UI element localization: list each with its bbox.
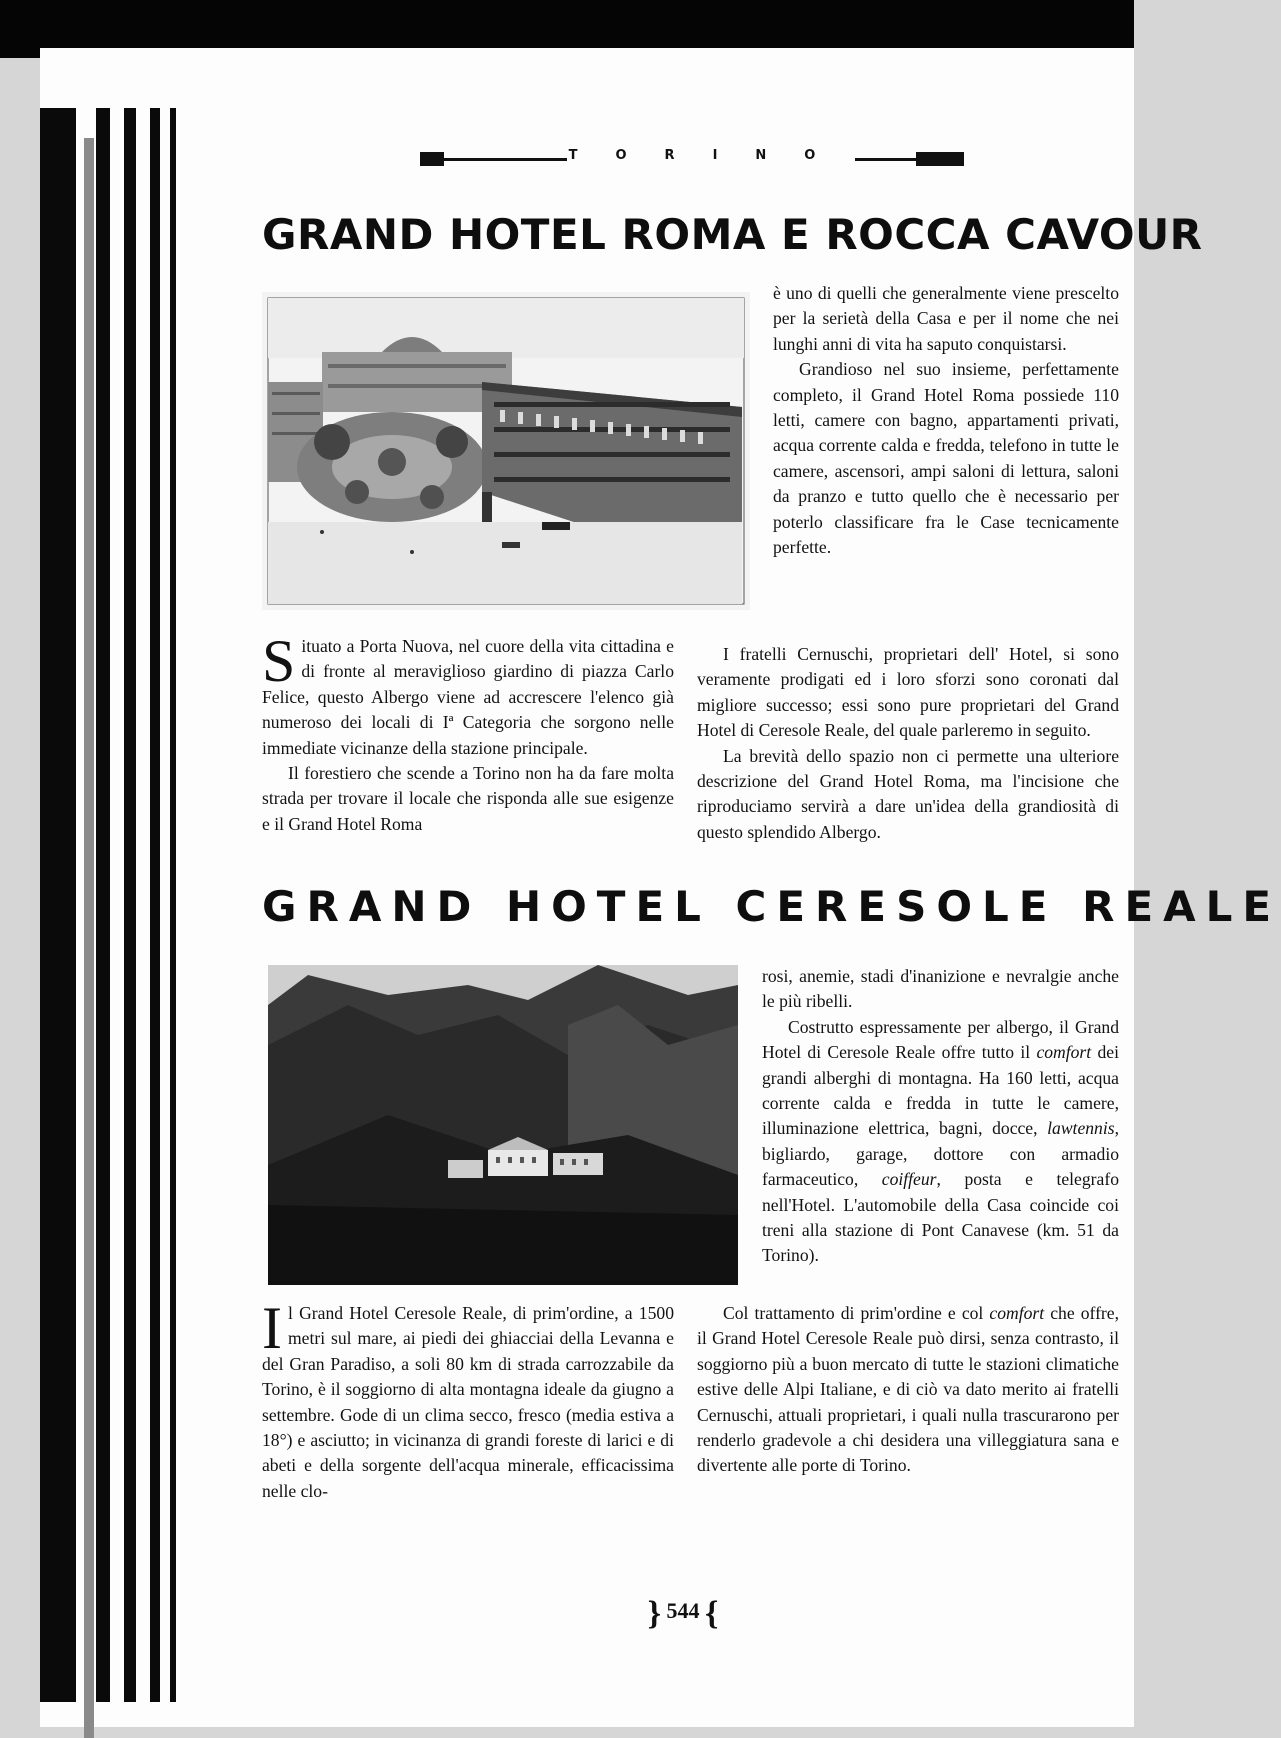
article1-paragraph: La brevità dello spazio non ci permette una ulteriore descrizione del Grand Hotel Roma, ma l'incisione che riproduciamo servirà a dare un'idea della grandiosità di questo splendido Albergo. bbox=[697, 745, 1119, 842]
drop-cap: S bbox=[262, 628, 296, 694]
italic-term: coiffeur bbox=[881, 1169, 937, 1190]
article2-paragraph: Il Grand Hotel Ceresole Reale, di prim'ordine, a 1500 metri sul mare, ai piedi dei ghiacciai della Levanna e del Gran Paradiso, a soli 80 km di strada carrozzabile da Torino, è il soggiorno di alta montagna ideale da giugno a settembre. Gode di un clima secco, fresco (media estiva a 18°) e asciutto; in vicinanza di grandi foreste di larici e di abeti e della sorgente dell'acqua minerale, efficacissima nelle clo- bbox=[262, 1295, 674, 1501]
hotel-roma-photo bbox=[262, 292, 750, 610]
article1-paragraph: I fratelli Cernuschi, proprietari dell' Hotel, si sono veramente prodigati ed i loro sforzi sono coronati dal migliore successo; essi sono pure proprietari del Grand Hotel di Ceresole Reale, del quale parleremo in seguito. bbox=[697, 644, 1119, 741]
article2-right-bottom-column bbox=[697, 1301, 1119, 1479]
article2-paragraph: rosi, anemie, stadi d'inanizione e nevralgie anche le più ribelli. bbox=[762, 966, 1119, 1012]
page-number-ornament: { bbox=[705, 1595, 719, 1632]
page-edge bbox=[150, 108, 160, 1702]
running-head-label: TORINO bbox=[568, 148, 854, 163]
article2-right-top-column bbox=[762, 964, 1119, 1269]
article1-paragraph: Grandioso nel suo insieme, perfettamente completo, il Grand Hotel Roma possiede 110 letti, camere con bagno, appartamenti privati, acqua corrente calda e fredda, telefono in tutte le camere, ascensori, ampi saloni di lettura, saloni da pranzo e tutto quello che è necessario per poterlo classificare fra le Case tecnicamente perfette. bbox=[773, 359, 1119, 558]
page-number: } 544 { bbox=[647, 1595, 719, 1632]
running-head bbox=[420, 148, 964, 166]
page-edge bbox=[84, 138, 94, 1738]
article1-right-top-column bbox=[773, 281, 1119, 560]
article2-left-column bbox=[262, 1295, 674, 1504]
italic-term: comfort bbox=[1036, 1042, 1092, 1063]
page-edge bbox=[40, 108, 76, 1702]
ceresole-mountain-photo bbox=[268, 965, 738, 1285]
page-edge bbox=[170, 108, 176, 1702]
page-edge bbox=[96, 108, 110, 1702]
article-title-ceresole: GRAND HOTEL CERESOLE REALE bbox=[262, 882, 1281, 931]
page-number-ornament: } bbox=[647, 1595, 661, 1632]
article1-paragraph: Il forestiero che scende a Torino non ha da fare molta strada per trovare il locale che risponda alle sue esigenze e il Grand Hotel Roma bbox=[262, 763, 674, 834]
italic-term: lawtennis bbox=[1047, 1118, 1115, 1139]
article1-paragraph: Situato a Porta Nuova, nel cuore della vita cittadina e di fronte al meraviglioso giardino di piazza Carlo Felice, questo Albergo viene ad accrescere l'elenco già numeroso dei locali di Iª Categoria che sorgono nelle immediate vicinanze della stazione principale. bbox=[262, 628, 674, 758]
drop-cap: I bbox=[262, 1295, 282, 1361]
article2-paragraph: Col trattamento di prim'ordine e col comfort che offre, il Grand Hotel Ceresole Reale può dirsi, senza contrasto, il soggiorno più a buon mercato di tutte le stazioni climatiche estive delle Alpi Italiane, e di ciò va dato merito ai fratelli Cernuschi, attuali proprietari, i quali nulla trascurarono per renderlo gradevole a chi desidera una villeggiatura sana e divertente alle porte di Torino. bbox=[697, 1303, 1119, 1476]
article1-left-column bbox=[262, 628, 674, 837]
page-edge bbox=[124, 108, 136, 1702]
italic-term: comfort bbox=[989, 1303, 1045, 1323]
article1-paragraph: è uno di quelli che generalmente viene prescelto per la serietà della Casa e per il nome che nei lunghi anni di vita ha saputo conquistarsi. bbox=[773, 283, 1119, 354]
article2-paragraph: Costrutto espressamente per albergo, il Grand Hotel di Ceresole Reale offre tutto il comfort dei grandi alberghi di montagna. Ha 160 letti, acqua corrente calda e fredda in tutte le camere, illuminazione elettrica, bagni, docce, lawtennis, bigliardo, garage, dottore con armadio farmaceutico, coiffeur, posta e telegrafo nell'Hotel. L'automobile della Casa coincide coi treni alla stazione di Pont Canavese (km. 51 da Torino). bbox=[762, 1016, 1119, 1266]
article1-right-bottom-column bbox=[697, 642, 1119, 845]
article-title-roma: GRAND HOTEL ROMA E ROCCA CAVOUR bbox=[262, 210, 1203, 259]
